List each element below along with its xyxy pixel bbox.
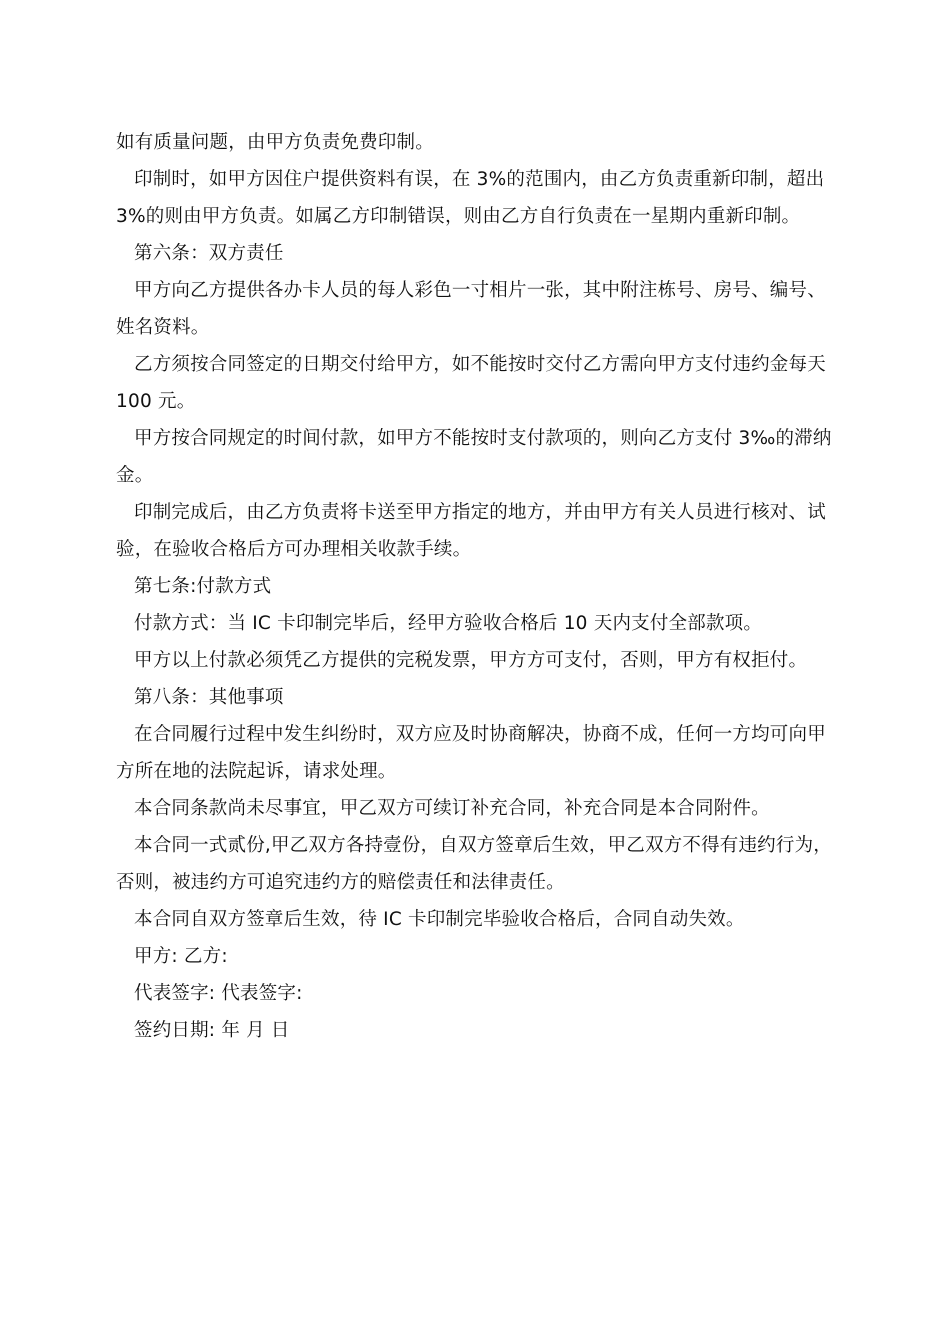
paragraph: 在合同履行过程中发生纠纷时，双方应及时协商解决，协商不成，任何一方均可向甲方所在地的法院起诉，请求处理。: [116, 724, 826, 782]
paragraph: 本合同一式贰份,甲乙双方各持壹份，自双方签章后生效，甲乙双方不得有违约行为，否则，被违约方可追究违约方的赔偿责任和法律责任。: [116, 835, 832, 893]
paragraph: 本合同条款尚未尽事宜，甲乙双方可续订补充合同，补充合同是本合同附件。: [134, 798, 770, 819]
paragraph: 本合同自双方签章后生效，待 IC 卡印制完毕验收合格后，合同自动失效。: [134, 909, 745, 930]
section-heading: 第七条:付款方式: [134, 576, 272, 597]
paragraph: 印制完成后，由乙方负责将卡送至甲方指定的地方，并由甲方有关人员进行核对、试验，在验收合格后方可办理相关收款手续。: [116, 502, 826, 560]
signature-parties-line: 甲方: 乙方:: [134, 946, 228, 967]
signing-date-line: 签约日期: 年 月 日: [134, 1020, 290, 1041]
paragraph: 甲方按合同规定的时间付款，如甲方不能按时支付款项的，则向乙方支付 3‰的滞纳金。: [116, 428, 832, 486]
paragraph: 印制时，如甲方因住户提供资料有误，在 3%的范围内，由乙方负责重新印制，超出3%的则由甲方负责。如属乙方印制错误，则由乙方自行负责在一星期内重新印制。: [116, 169, 825, 227]
paragraph: 如有质量问题，由甲方负责免费印制。: [116, 132, 434, 153]
signature-representative-line: 代表签字: 代表签字:: [134, 983, 303, 1004]
paragraph: 乙方须按合同签定的日期交付给甲方，如不能按时交付乙方需向甲方支付违约金每天 100 元。: [116, 354, 826, 412]
paragraph: 甲方向乙方提供各办卡人员的每人彩色一寸相片一张，其中附注栋号、房号、编号、姓名资料。: [116, 280, 826, 338]
section-heading: 第六条：双方责任: [134, 243, 284, 264]
paragraph: 甲方以上付款必须凭乙方提供的完税发票，甲方方可支付，否则，甲方有权拒付。: [134, 650, 808, 671]
paragraph: 付款方式：当 IC 卡印制完毕后，经甲方验收合格后 10 天内支付全部款项。: [134, 613, 763, 634]
section-heading: 第八条：其他事项: [134, 687, 284, 708]
document-body: [116, 124, 838, 1049]
